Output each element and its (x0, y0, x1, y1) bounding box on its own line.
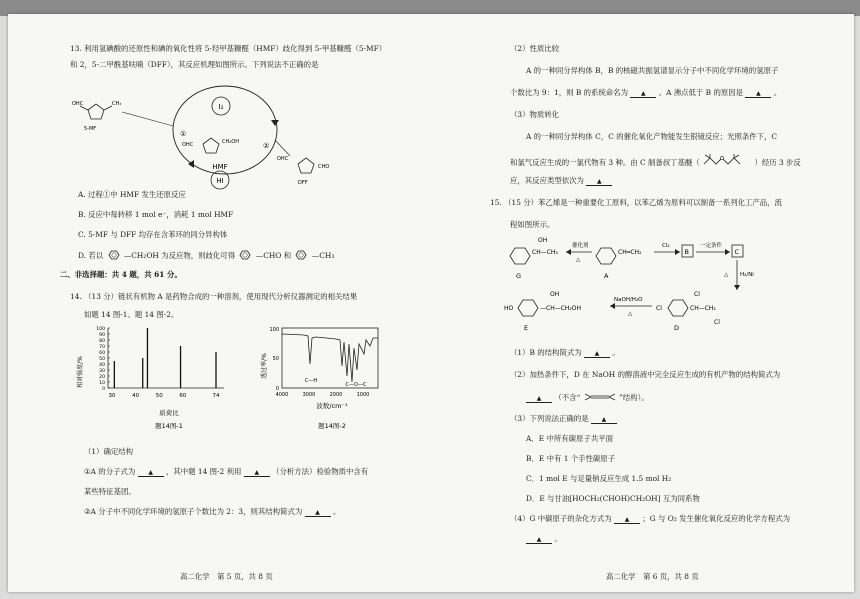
right-page (438, 14, 854, 592)
ir-xtick: 1000 (356, 392, 370, 398)
q14-sub1a-cont: 某些特征基团。 (84, 487, 136, 496)
q14-stem-line2: 如题 14 图-1、题 14 图-2。 (84, 310, 179, 319)
hmf-label: HMF (212, 163, 228, 171)
e-chain: —CH—CH₂OH (540, 305, 582, 312)
q14-stem-line1: 14. （13 分）链状有机物 A 是药物合成的一种溶剂，使用现代分析仪器测定的相关结果 (70, 292, 358, 301)
hmf-molecule (182, 138, 239, 153)
ms-ytick-label: 40 (99, 363, 105, 368)
q13-optd-pre: D. 若以 (78, 251, 104, 260)
cl2-label: Cl₂ (662, 243, 670, 249)
right-page-footer: 高二化学 第 6 页，共 8 页 (606, 572, 699, 581)
catalyst-label: 催化剂 (572, 243, 589, 249)
dff-label: DFF (298, 180, 308, 186)
ir-spectrum-chart (256, 324, 406, 434)
q15-sub4-cont (526, 534, 562, 544)
ir-annotation-coc: C—O—C (345, 382, 367, 388)
tert-butyl-ether-structure (702, 154, 752, 168)
naoh-label: NaOH/H₂O (614, 297, 643, 303)
ir-xtick: 3000 (302, 392, 316, 398)
g-label: G (516, 272, 522, 280)
q14-sub1a (84, 467, 368, 477)
e-ho: HO (504, 305, 514, 312)
ms-ytick-label: 20 (99, 375, 105, 380)
a-label: A (604, 272, 609, 280)
answer-blank[interactable]: ▲ (526, 536, 552, 544)
answer-blank[interactable]: ▲ (244, 469, 270, 477)
answer-blank[interactable]: ▲ (305, 509, 331, 517)
q13-stem-line1: 13. 利用氢碘酸的还原性和碘的氧化性将 5-羟甲基糠醛（HMF）歧化得到 5-甲基糠醛（5-MF） (70, 44, 387, 53)
ir-xlabel: 波数/cm⁻¹ (316, 402, 348, 410)
i2-label: I₂ (218, 103, 224, 111)
text: （不含“ (554, 393, 581, 402)
q15-option-c: C．1 mol E 与足量钠反应生成 1.5 mol H₂ (526, 474, 672, 483)
mf-ohc: OHC (72, 101, 84, 107)
g-chain: CH—CH₃ (532, 249, 558, 256)
q15-stem-line2: 程如图所示。 (510, 220, 555, 229)
ms-ytick-label: 80 (99, 339, 105, 344)
answer-blank[interactable]: ▲ (584, 350, 610, 358)
text: ②A 分子中不同化学环境的氢原子个数比为 2：3，则其结构简式为 (84, 507, 303, 516)
d-label: D (674, 324, 680, 332)
answer-blank[interactable]: ▲ (526, 395, 552, 403)
mass-spectrum-chart (74, 324, 244, 434)
text: （3）下列说法正确的是 (510, 414, 589, 423)
q13-option-a: A. 过程①中 HMF 发生还原反应 (78, 190, 186, 199)
q15-sub1 (510, 348, 620, 358)
condition-label: 一定条件 (700, 243, 723, 249)
ir-ylabel: 透过率/% (261, 353, 268, 379)
answer-blank[interactable]: ▲ (591, 416, 617, 424)
benzene-ring-icon (106, 250, 122, 260)
q14-part3-line3 (510, 176, 612, 186)
ms-ytick-label: 10 (99, 381, 105, 386)
mf-molecule (72, 101, 121, 132)
exam-sheet (8, 14, 854, 592)
compound-a (596, 248, 642, 280)
q15-sub2: （2）加热条件下，D 在 NaOH 的醇溶液中完全反应生成的有机产物的结构简式为 (510, 370, 781, 379)
step2-label: ② (263, 142, 270, 150)
ms-ytick-label: 90 (99, 333, 105, 338)
d-cl3: Cl (714, 319, 720, 326)
ir-caption: 题14图-2 (318, 422, 346, 430)
q15-sub2-cont (526, 392, 649, 403)
ir-ytick: 50 (272, 356, 279, 362)
text: ”结构）。 (619, 393, 649, 402)
q15-option-a: A．E 中所有碳原子共平面 (526, 434, 613, 443)
d-cl: Cl (656, 305, 662, 312)
hi-label: HI (216, 177, 224, 185)
q15-option-d: D．E 与甘油[HOCH₂(CHOH)CH₂OH] 互为同系物 (526, 494, 700, 503)
q14-sub1: （1）确定结构 (84, 447, 134, 456)
b-label: B (684, 248, 689, 256)
ms-ytick-label: 50 (99, 357, 105, 362)
q14-part3-line2 (510, 154, 801, 168)
q14-part2-line1: A 的一种同分异构体 B，B 的核磁共振氢谱显示分子中不同化学环境的氢原子 (526, 66, 779, 75)
q13-option-d (78, 250, 334, 260)
ms-xtick-label: 50 (155, 393, 163, 399)
text: 。 (554, 534, 562, 543)
q13-optd-mid1: —CH₂OH 为反应物，则歧化可得 (123, 251, 236, 260)
mf-ch3: CH₃ (112, 101, 122, 107)
ms-ytick-label: 60 (99, 351, 105, 356)
left-page-footer: 高二化学 第 5 页，共 8 页 (180, 572, 273, 581)
mf-label: 5-MF (84, 126, 97, 132)
g-oh: OH (538, 237, 548, 244)
step1-label: ① (180, 130, 187, 138)
text: （1）B 的结构简式为 (510, 348, 582, 357)
q13-option-b: B. 反应中每转移 1 mol e⁻，消耗 1 mol HMF (78, 210, 234, 219)
benzene-ring-icon (237, 250, 253, 260)
left-page (8, 14, 438, 592)
h2ni-label: H₂/Ni (740, 272, 754, 278)
e-oh: OH (550, 291, 560, 298)
q14-sub1b (84, 507, 340, 517)
q13-option-c: C. 5-MF 与 DFF 均存在含苯环的同分异构体 (78, 230, 228, 239)
answer-blank[interactable]: ▲ (630, 90, 656, 98)
d-chain: CH—CH₂ (690, 305, 716, 312)
text: 。 (332, 507, 341, 516)
q14-part3-line1: A 的一种同分异构体 C，C 的催化氧化产物能发生银镜反应；光照条件下，C (526, 132, 778, 141)
q15-synthesis-flowchart (502, 232, 832, 344)
text: 和氯气反应生成的一氯代物有 3 种。由 C 制备叔丁基醚（ (510, 158, 700, 167)
heat-label: △ (576, 257, 581, 263)
ms-xtick-label: 74 (212, 393, 220, 399)
q14-part2-title: （2）性质比较 (510, 44, 560, 53)
ir-ytick: 100 (269, 327, 279, 333)
q14-part3-title: （3）物质转化 (510, 110, 560, 119)
ms-xtick-label: 60 (179, 393, 187, 399)
text: 个数比为 9：1，则 B 的系统命名为 (510, 88, 628, 97)
q15-option-b: B．E 中有 1 个手性碳原子 (526, 454, 616, 463)
section-2-heading: 二、非选择题：共 4 题，共 61 分。 (60, 270, 182, 279)
ms-caption: 题14图-1 (155, 422, 183, 430)
ms-xtick-label: 40 (132, 393, 140, 399)
answer-blank[interactable]: ▲ (138, 469, 164, 477)
dff-cho: CHO (318, 164, 330, 170)
ms-ytick-label: 0 (102, 387, 105, 392)
text: （分析方法）检验物质中含有 (272, 467, 369, 476)
hmf-ohc: OHC (182, 142, 194, 148)
q14-part2-line2 (510, 88, 781, 98)
q13-optd-mid2: —CHO 和 (255, 251, 292, 260)
ir-xtick: 2000 (329, 392, 343, 398)
dff-molecule (277, 156, 329, 186)
compound-g (510, 237, 558, 280)
hmf-ch2oh: CH₂OH (222, 139, 239, 145)
q13-mechanism-diagram (70, 74, 370, 196)
text: 。A 沸点低于 B 的原因是 (658, 88, 744, 97)
ms-ylabel: 相对强度/% (77, 356, 84, 388)
ms-xlabel: 质荷比 (159, 409, 179, 417)
c-label: C (734, 248, 740, 256)
q13-optd-end: —CH₃ (311, 251, 335, 260)
answer-blank[interactable]: ▲ (745, 90, 771, 98)
compound-e (504, 291, 581, 332)
text: ；G 与 O₂ 发生催化氧化反应的化学方程式为 (642, 514, 790, 523)
compound-d (656, 291, 720, 332)
text: ）经历 3 步反 (754, 158, 801, 167)
ir-xtick: 4000 (275, 392, 289, 398)
text: ，其中题 14 图-2 利用 (166, 467, 242, 476)
ms-xtick-label: 30 (108, 393, 116, 399)
ir-ytick: 0 (275, 386, 279, 392)
q15-sub3 (510, 414, 617, 424)
benzene-ring-icon (293, 250, 309, 260)
text: 。 (612, 348, 620, 357)
heat-label: △ (724, 272, 729, 278)
q15-stem-line1: 15. （15 分）苯乙烯是一种重要化工原料，以苯乙烯为原料可以制备一系列化工产品，流 (490, 198, 782, 207)
e-label: E (524, 324, 529, 332)
answer-blank[interactable]: ▲ (614, 516, 640, 524)
dff-ohc: OHC (277, 156, 289, 162)
heat-label: △ (628, 311, 633, 317)
text: 应，其反应类型依次为 (510, 176, 584, 185)
q13-stem-line2: 和 2，5-二甲酰基呋喃（DFF），其反应机理如图所示。下列说法不正确的是 (70, 60, 319, 69)
ms-ytick-label: 100 (96, 327, 105, 332)
ir-annotation-ch: C—H (304, 378, 318, 384)
ir-trace (282, 334, 378, 382)
ms-ytick-label: 30 (99, 369, 105, 374)
ms-ytick-label: 70 (99, 345, 105, 350)
q15-sub4 (510, 514, 790, 524)
a-chain: CH═CH₂ (618, 249, 642, 256)
text: ①A 的分子式为 (84, 467, 136, 476)
text: 。 (773, 88, 782, 97)
text: （4）G 中碳原子的杂化方式为 (510, 514, 612, 523)
allene-structure-icon (583, 392, 617, 402)
answer-blank[interactable]: ▲ (586, 178, 612, 186)
d-cl2: Cl (694, 291, 700, 298)
